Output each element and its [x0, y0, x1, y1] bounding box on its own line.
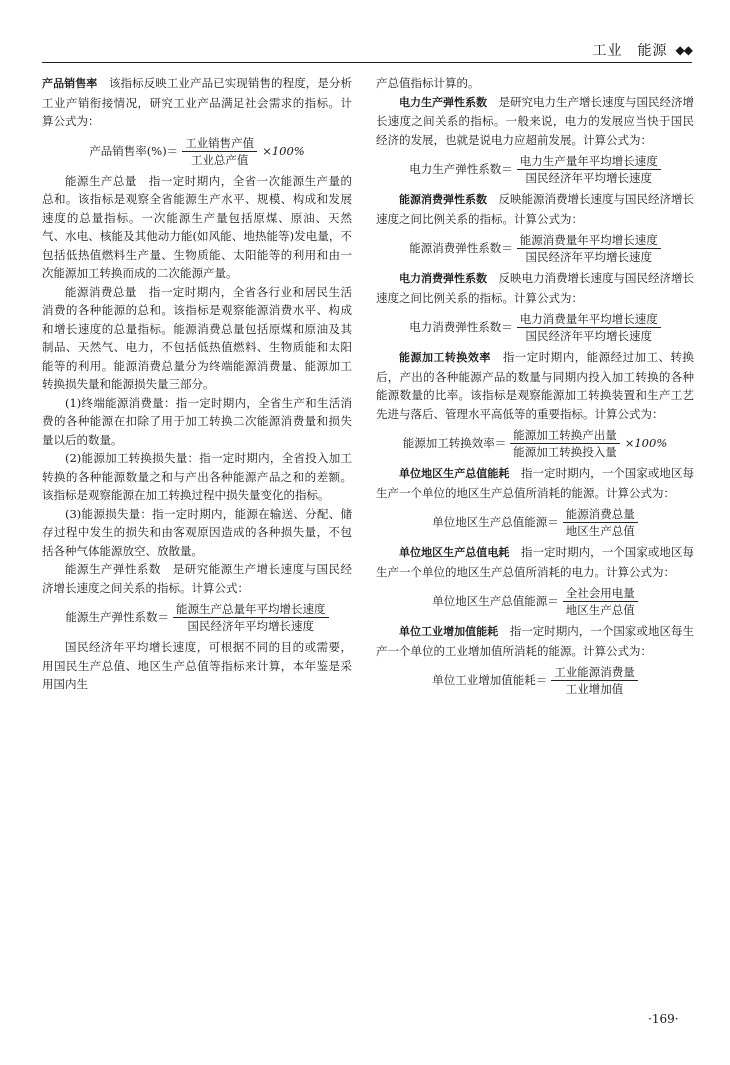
paragraph-continued: 产总值指标计算的。: [376, 76, 480, 90]
paragraph-energy-loss: (3)能源损失量：指一定时期内，能源在输送、分配、储存过程中发生的损失和由客观原因造成的各种损失量，不包括各种气体能源放空、放散量。: [42, 506, 352, 558]
multiplier: ×100%: [624, 436, 668, 451]
formula-production-elasticity: [42, 601, 352, 634]
paragraph-terminal-consumption: (1)终端能源消费量：指一定时期内，全省生产和生活消费的各种能源在扣除了用于加工转换二次能源消费量和损失量以后的数量。: [42, 395, 352, 447]
denominator: 能源加工转换投入量: [513, 445, 617, 459]
paragraph-conversion-efficiency: [376, 348, 694, 423]
numerator: 能源消费量年平均增长速度: [517, 232, 661, 249]
formula-conversion-efficiency: [376, 427, 694, 460]
fraction: [517, 232, 661, 265]
formula-gdp-energy: [376, 506, 694, 539]
formula-lhs: 产品销售率(%)＝: [89, 143, 179, 158]
text: 反映电力消费增长速度与国民经济增长速度之间比例关系的指标。计算公式为：: [376, 271, 694, 305]
fraction: [510, 427, 620, 460]
formula-lhs: 单位地区生产总值能源＝: [432, 594, 559, 609]
text: 指一定时期内，能源经过加工、转换后，产出的各种能源产品的数量与同期内投入加工转换的各种能源数量的比率。该指标是观察能源加工转换装置和生产工艺先进与落后、管理水平高低等的重要指标。计算公式为：: [376, 350, 695, 421]
fraction: [563, 585, 638, 618]
text: 该指标反映工业产品已实现销售的程度，是分析工业产销衔接情况，研究工业产品满足社会需求的指标。计算公式为：: [42, 76, 353, 128]
right-column: [376, 74, 694, 701]
running-header: [593, 40, 692, 60]
page-number: ·169·: [648, 1012, 679, 1026]
numerator: 工业能源消费量: [551, 664, 638, 681]
numerator: 全社会用电量: [563, 585, 638, 602]
fraction: [563, 506, 638, 539]
paragraph-industry-energy: [376, 622, 694, 660]
text: 指一定时期内，一个国家或地区每生产一个单位的工业增加值所消耗的能源。计算公式为：: [376, 624, 695, 658]
fraction: [517, 153, 661, 186]
formula-energy-consumption: [376, 232, 694, 265]
numerator: 能源生产总量年平均增长速度: [173, 601, 329, 618]
formula-industry-energy: [376, 664, 694, 697]
denominator: 国民经济年平均增长速度: [187, 619, 314, 633]
text: 是研究电力生产增长速度与国民经济增长速度之间关系的指标。一般来说，电力的发展应当快于国民经济的发展，也就是说电力应超前发展。计算公式为：: [376, 94, 694, 147]
fraction: [551, 664, 638, 697]
paragraph-growth-note: 国民经济年平均增长速度，可根据不同的目的或需要，用国民生产总值、地区生产总值等指标来计算，本年鉴是采用国内生: [42, 640, 352, 691]
numerator: 工业销售产值: [182, 135, 257, 152]
formula-lhs: 电力生产弹性系数＝: [409, 162, 513, 177]
section-title: 工业 能源: [592, 43, 668, 59]
header-rule: [42, 62, 692, 63]
paragraph-energy-consumption: 能源消费总量 指一定时期内，全省各行业和居民生活消费的各种能源的总和。该指标是观察能源消费水平、构成和增长速度的总量指标。能源消费总量包括原煤和原油及其制品、天然气、电力，不包括低热值燃料、生物质能和太阳能等的利用。能源消费总量分为终端能源消费量、能源加工转换损失量和能源损失量三部分。: [42, 284, 352, 391]
term: 单位地区生产总值能耗: [399, 467, 510, 480]
numerator: 能源加工转换产出量: [510, 427, 620, 444]
numerator: 电力消费量年平均增长速度: [517, 311, 661, 328]
denominator: 国民经济年平均增长速度: [525, 171, 652, 185]
term: 能源加工转换效率: [399, 351, 491, 364]
denominator: 国民经济年平均增长速度: [525, 250, 652, 264]
multiplier: ×100%: [262, 143, 305, 158]
text: 指一定时期内，一个国家或地区每生产一个单位的地区生产总值所消耗的能源。计算公式为：: [376, 466, 695, 500]
term: 产品销售率: [42, 77, 98, 90]
formula-gdp-electricity: [376, 585, 694, 618]
term: 能源消费弹性系数: [399, 193, 487, 206]
paragraph-production-elasticity: 能源生产弹性系数 是研究能源生产增长速度与国民经济增长速度之间关系的指标。计算公式：: [42, 562, 352, 595]
left-column: [42, 74, 352, 694]
formula-power-consumption: [376, 311, 694, 344]
diamond-icon: ◆◆: [675, 43, 692, 57]
paragraph-power-production-elasticity: [376, 93, 694, 150]
term: 电力生产弹性系数: [399, 95, 487, 109]
fraction: [517, 311, 661, 344]
formula-lhs: 能源生产弹性系数＝: [65, 610, 169, 625]
denominator: 国民经济年平均增长速度: [525, 329, 652, 343]
term: 单位工业增加值能耗: [399, 625, 499, 638]
paragraph-conversion-loss: (2)能源加工转换损失量：指一定时期内，全省投入加工转换的各种能源数量之和与产出各种能源产品之和的差额。该指标是观察能源在加工转换过程中损失量变化的指标。: [42, 451, 352, 502]
paragraph-product-sales-rate: [42, 74, 352, 131]
term: 单位地区生产总值电耗: [399, 546, 510, 559]
formula-lhs: 单位工业增加值能耗＝: [432, 673, 548, 688]
denominator: 工业增加值: [565, 682, 624, 696]
paragraph-gdp-energy: [376, 464, 694, 502]
denominator: 地区生产总值: [565, 524, 635, 538]
paragraph-power-consumption-elasticity: [376, 269, 694, 307]
denominator: 地区生产总值: [565, 603, 635, 617]
numerator: 电力生产量年平均增长速度: [517, 153, 661, 170]
paragraph-energy-production: 能源生产总量 指一定时期内，全省一次能源生产量的总和。该指标是观察全省能源生产水平、规模、构成和发展速度的总量指标。一次能源生产量包括原煤、原油、天然气、水电、核能及其他动力能(如风能、地热能等)发电量，不包括低热值燃料生产量、生物质能、太阳能等的利用和由一次能源加工转换而成的二次能源产量。: [42, 173, 352, 280]
text: 指一定时期内，一个国家或地区每生产一个单位的地区生产总值所消耗的电力。计算公式为：: [376, 545, 695, 579]
formula-lhs: 能源消费弹性系数＝: [409, 241, 513, 256]
fraction: [182, 135, 257, 168]
numerator: 能源消费总量: [563, 506, 638, 523]
formula-power-production: [376, 153, 694, 186]
fraction: [173, 601, 329, 634]
formula-lhs: 能源加工转换效率＝: [402, 436, 507, 451]
paragraph-gdp-electricity: [376, 543, 694, 581]
formula-sales-rate: [42, 135, 352, 168]
paragraph-energy-consumption-elasticity: [376, 190, 694, 228]
term: 电力消费弹性系数: [399, 272, 487, 285]
formula-lhs: 电力消费弹性系数＝: [409, 320, 513, 335]
formula-lhs: 单位地区生产总值能源＝: [432, 515, 559, 530]
denominator: 工业总产值: [190, 152, 249, 167]
text: 反映能源消费增长速度与国民经济增长速度之间比例关系的指标。计算公式为：: [376, 192, 694, 226]
